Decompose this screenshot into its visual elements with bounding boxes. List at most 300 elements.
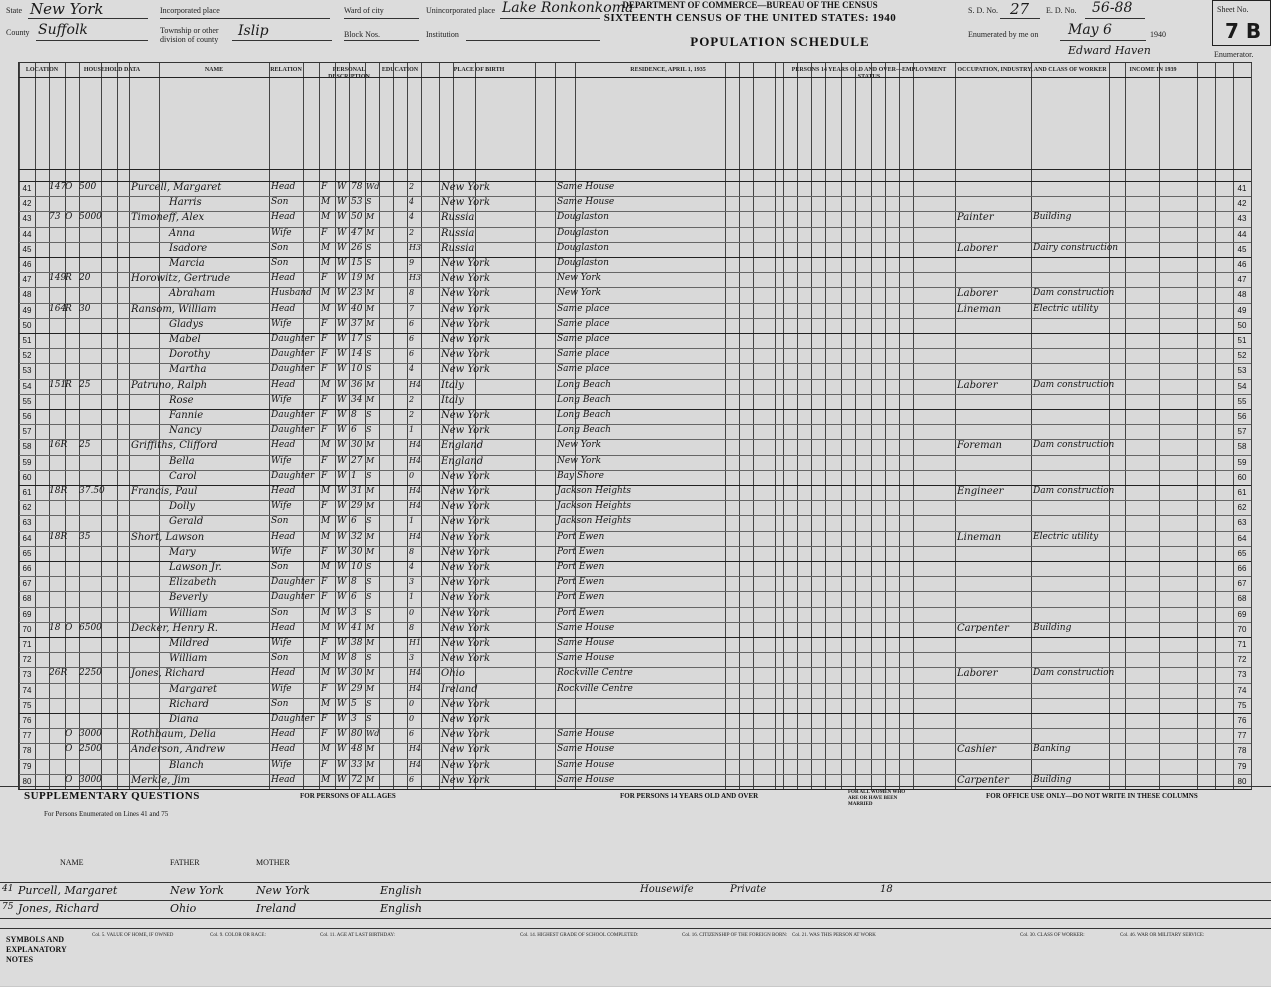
grade-completed: 0 [409,698,415,708]
race: W [337,486,347,496]
section-heading: EDUCATION [381,67,419,73]
ed-value: 56-88 [1092,0,1133,16]
marital-status: S [366,577,372,587]
race: W [337,714,347,724]
home-value: 5000 [79,212,102,223]
sex: F [321,470,328,481]
relation: Daughter [271,334,315,344]
grade-completed: H4 [409,379,422,389]
industry: Building [1033,774,1072,785]
sex: F [321,501,328,512]
age: 47 [351,227,363,238]
line-number: 55 [1237,396,1247,406]
marital-status: M [366,227,375,237]
race: W [337,668,347,679]
supp-fourteen: FOR PERSONS 14 YEARS OLD AND OVER [620,792,759,800]
house-number: 18R [49,486,68,496]
grade-completed: 2 [409,410,415,419]
relation: Son [271,242,289,253]
person-name: Richard [169,698,209,710]
line-number: 41 [22,184,32,193]
sex: F [321,410,328,420]
relation: Wife [271,759,292,770]
house-number: 147 [49,182,67,192]
grade-completed: 1 [409,516,415,526]
birthplace: New York [441,592,490,604]
birthplace: New York [441,729,490,741]
line-number: 72 [22,655,32,665]
sex: F [321,638,328,648]
relation: Wife [271,318,292,329]
notes-title: SYMBOLS AND EXPLANATORY NOTES [6,935,67,964]
residence-1935: Bay Shore [557,470,604,481]
sd-label: S. D. No. [968,6,999,15]
birthplace: New York [441,516,490,528]
sex: M [321,668,331,679]
block-label: Block Nos. [344,30,380,39]
person-name: Short, Lawson [131,531,205,543]
age: 3 [351,607,357,618]
sex: M [321,486,331,496]
sex: F [321,455,328,466]
residence-1935: Douglaston [557,242,609,253]
line-number: 77 [22,731,32,741]
person-name: Margaret [169,683,218,695]
relation: Head [271,668,296,679]
line-number: 41 [1237,184,1247,193]
birthplace: New York [441,531,490,543]
person-name: Mabel [169,334,201,345]
birthplace: New York [441,501,490,513]
race: W [337,258,347,268]
section-heading: PLACE OF BIRTH [453,67,505,73]
age: 5 [351,698,357,709]
age: 30 [351,440,363,451]
line-number: 70 [22,624,32,634]
column-divider [535,63,536,789]
relation: Wife [271,227,292,238]
age: 15 [351,258,363,268]
race: W [337,592,347,603]
relation: Head [271,486,296,496]
race: W [337,334,347,344]
relation: Head [271,744,296,755]
line-number: 53 [1237,366,1247,376]
occupation: Foreman [957,440,1002,452]
sheet-number-box [1212,0,1271,46]
race: W [337,562,347,572]
sex: M [321,303,331,314]
person-name: Carol [169,470,197,482]
section-heading: NAME [204,67,224,73]
grade-completed: 6 [409,318,415,328]
line-number: 57 [1237,427,1247,437]
race: W [337,607,347,618]
relation: Head [271,379,296,390]
sex: M [321,212,331,223]
line-number: 48 [1237,290,1247,300]
column-divider [319,63,320,789]
residence-1935: New York [557,288,602,299]
line-number: 66 [22,564,32,573]
person-name: Mildred [169,638,210,649]
grade-completed: 6 [409,729,415,739]
grade-completed: 4 [409,364,415,374]
grade-completed: H1 [409,638,422,647]
residence-1935: Jackson Heights [557,501,632,512]
grade-completed: 4 [409,562,415,571]
person-name: Anderson, Andrew [131,744,226,756]
person-name: Gerald [169,516,204,528]
birthplace: New York [441,288,490,300]
house-number: 151 [49,379,67,390]
grade-completed: 3 [409,577,415,587]
age: 6 [351,592,357,603]
marital-status: S [366,425,372,435]
sex: F [321,759,328,770]
relation: Head [271,729,296,740]
relation: Wife [271,638,292,648]
supp-name: Jones, Richard [18,902,100,915]
race: W [337,318,347,329]
marital-status: M [366,486,375,495]
age: 34 [351,394,363,405]
birthplace: Italy [441,394,464,406]
home-owned: R [65,379,72,390]
enumerated-label: Enumerated by me on [968,30,1039,39]
marital-status: M [366,638,375,647]
birthplace: New York [441,638,490,649]
marital-status: S [366,334,372,343]
occupation: Laborer [957,288,998,300]
marital-status: S [366,258,372,267]
section-heading: LOCATION [25,67,59,73]
grade-completed: 9 [409,258,415,267]
supp-usual-industry: Private [730,884,767,895]
industry: Electric utility [1033,303,1099,314]
birthplace: New York [441,273,490,285]
column-divider [555,63,556,789]
birthplace: Russia [441,242,475,254]
person-name: Harris [169,197,202,209]
residence-1935: Long Beach [557,379,611,390]
line-number: 47 [22,275,32,285]
age: 17 [351,334,363,344]
marital-status: M [366,774,375,784]
person-name: Fannie [169,410,204,421]
residence-1935: Same House [557,744,615,755]
birthplace: Ireland [441,683,478,695]
line-number: 71 [1237,640,1247,649]
line-number: 80 [22,776,32,786]
person-name: Merkle, Jim [131,774,191,786]
grade-completed: 6 [409,349,415,359]
column-divider [825,63,826,789]
supp-father-birthplace: New York [170,884,224,897]
marital-status: S [366,470,372,480]
grade-completed: 0 [409,714,415,723]
sex: F [321,546,328,557]
residence-1935: Douglaston [557,227,609,238]
column-divider [811,63,812,789]
race: W [337,273,347,284]
line-number: 53 [22,366,32,376]
column-divider [269,63,270,789]
relation: Daughter [271,410,315,420]
birthplace: Ohio [441,668,465,680]
line-number: 43 [22,214,32,224]
person-name: Decker, Henry R. [131,622,218,634]
occupation: Painter [957,212,994,224]
line-number: 57 [22,427,32,437]
line-number: 58 [22,442,32,452]
column-divider [783,63,784,789]
note-col9: Col. 9. COLOR OR RACE: [210,933,266,938]
age: 38 [351,638,363,648]
age: 78 [351,182,363,192]
line-number: 79 [1237,761,1247,771]
marital-status: S [366,197,372,207]
line-number: 60 [1237,472,1247,482]
header-divider [19,169,1251,170]
home-value: 2250 [79,668,102,679]
explanatory-notes [0,928,1271,987]
age: 8 [351,410,357,420]
sex: F [321,714,328,724]
residence-1935: Douglaston [557,212,609,223]
person-name: Beverly [169,592,208,604]
relation: Daughter [271,470,315,481]
race: W [337,455,347,466]
column-divider [79,63,80,789]
age: 41 [351,622,363,633]
residence-1935: Port Ewen [557,607,605,618]
residence-1935: Jackson Heights [557,486,632,496]
marital-status: M [366,273,375,283]
home-owned: R [65,303,72,314]
column-divider [899,63,900,789]
residence-1935: Port Ewen [557,531,605,542]
marital-status: M [366,303,375,313]
race: W [337,303,347,314]
birthplace: New York [441,364,490,376]
sex: M [321,197,331,208]
birthplace: New York [441,577,490,589]
sex: M [321,379,331,390]
home-owned: O [65,774,73,785]
supp-line-number: 75 [2,902,14,912]
occupation: Laborer [957,379,998,391]
marital-status: M [366,212,375,222]
marital-status: M [366,546,375,556]
person-name: Horowitz, Gertrude [131,273,231,285]
person-name: Dorothy [169,349,210,361]
column-divider [753,63,754,789]
residence-1935: Same House [557,638,615,648]
line-number: 62 [1237,503,1247,513]
residence-1935: Same House [557,622,615,633]
grade-completed: H4 [409,683,422,693]
marital-status: S [366,698,372,708]
relation: Daughter [271,577,315,588]
residence-1935: Same place [557,364,610,375]
column-divider [1109,63,1110,789]
line-number: 66 [1237,564,1247,573]
grade-completed: 4 [409,212,415,222]
marital-status: M [366,501,375,511]
home-value: 25 [79,379,91,390]
house-number: 149 [49,273,67,284]
birthplace: New York [441,774,490,786]
column-divider [841,63,842,789]
column-divider [101,63,102,789]
column-divider [379,63,380,789]
birthplace: New York [441,653,490,665]
enumerator-label: Enumerator. [1214,50,1254,59]
line-number: 44 [22,229,32,239]
relation: Son [271,698,289,709]
column-divider [19,63,20,789]
line-number: 71 [22,640,32,649]
marital-status: M [366,440,375,450]
occupation: Carpenter [957,622,1009,634]
residence-1935: Port Ewen [557,577,605,588]
residence-1935: Same House [557,729,615,740]
department-heading: DEPARTMENT OF COMMERCE—BUREAU OF THE CENSUS [622,0,878,10]
age: 26 [351,242,363,253]
residence-1935: Same House [557,197,615,208]
line-number: 49 [22,305,32,315]
sex: M [321,516,331,527]
line-number: 61 [1237,488,1247,497]
grade-completed: H4 [409,759,422,769]
line-number: 50 [22,320,32,330]
note-col46: Col. 46. WAR OR MILITARY SERVICE: [1120,933,1205,938]
state-value: New York [30,0,104,18]
column-divider [159,63,160,789]
column-divider [407,63,408,789]
line-number: 45 [22,244,32,254]
supp-all-ages: FOR PERSONS OF ALL AGES [300,792,396,800]
home-value: 6500 [79,622,102,633]
line-number: 54 [22,381,32,391]
note-col14: Col. 14. HIGHEST GRADE OF SCHOOL COMPLETED: [520,933,639,938]
column-divider [797,63,798,789]
age: 10 [351,562,363,572]
marital-status: M [366,455,375,465]
residence-1935: Douglaston [557,258,609,268]
marital-status: M [366,394,375,404]
state-label: State [6,6,22,15]
race: W [337,744,347,755]
age: 6 [351,516,357,527]
person-name: Rose [169,394,194,406]
sex: M [321,653,331,664]
grade-completed: 2 [409,394,415,404]
birthplace: New York [441,714,490,725]
race: W [337,288,347,299]
relation: Son [271,653,289,664]
section-heading: INCOME IN 1939 [1129,67,1177,73]
person-name: Patruno, Ralph [131,379,208,391]
township-label: Township or other division of county [160,26,219,44]
column-divider [913,63,914,789]
sex: M [321,622,331,633]
column-divider [871,63,872,789]
column-divider [117,63,118,789]
race: W [337,242,347,253]
race: W [337,698,347,709]
sex: F [321,592,328,603]
line-number: 52 [22,351,32,361]
race: W [337,227,347,238]
marital-status: S [366,714,372,723]
line-number: 50 [1237,320,1247,330]
person-name: Francis, Paul [131,486,198,497]
institution-label: Institution [426,30,459,39]
line-number: 61 [22,488,32,497]
person-name: Isadore [169,242,208,254]
section-heading: RESIDENCE, APRIL 1, 1935 [630,67,706,73]
line-number: 42 [22,199,32,209]
grade-completed: 4 [409,197,415,207]
relation: Husband [271,288,312,299]
occupation: Laborer [957,668,998,680]
enumerator-signature: Edward Haven [1068,44,1151,57]
column-divider [725,63,726,789]
residence-1935: Rockville Centre [557,683,633,694]
line-number: 46 [1237,260,1247,269]
line-number: 73 [22,670,32,680]
relation: Wife [271,683,292,694]
line-number: 75 [1237,700,1247,710]
race: W [337,774,347,785]
line-number: 52 [1237,351,1247,361]
marital-status: S [366,562,372,571]
marital-status: S [366,592,372,602]
line-number: 70 [1237,624,1247,634]
industry: Dam construction [1033,288,1115,299]
grade-completed: H4 [409,501,422,511]
sex: F [321,425,328,436]
race: W [337,653,347,664]
line-number: 63 [22,518,32,528]
home-owned: O [65,729,73,740]
supp-father-birthplace: Ohio [170,902,197,915]
marital-status: Wd [366,729,380,739]
relation: Wife [271,394,292,405]
grade-completed: H4 [409,455,422,465]
home-owned: O [65,182,73,192]
supp-name-head: NAME [60,858,84,867]
population-table [18,62,1252,790]
age: 6 [351,425,357,436]
occupation: Laborer [957,242,998,254]
supp-women: FOR ALL WOMEN WHO ARE OR HAVE BEEN MARRIED [848,790,906,807]
industry: Dairy construction [1033,242,1119,253]
line-number: 63 [1237,518,1247,528]
line-number: 49 [1237,305,1247,315]
birthplace: New York [441,470,490,482]
county-label: County [6,28,30,37]
race: W [337,577,347,588]
race: W [337,729,347,740]
line-number: 44 [1237,229,1247,239]
sex: F [321,349,328,360]
home-owned: O [65,622,73,633]
column-divider [335,63,336,789]
birthplace: New York [441,486,490,497]
